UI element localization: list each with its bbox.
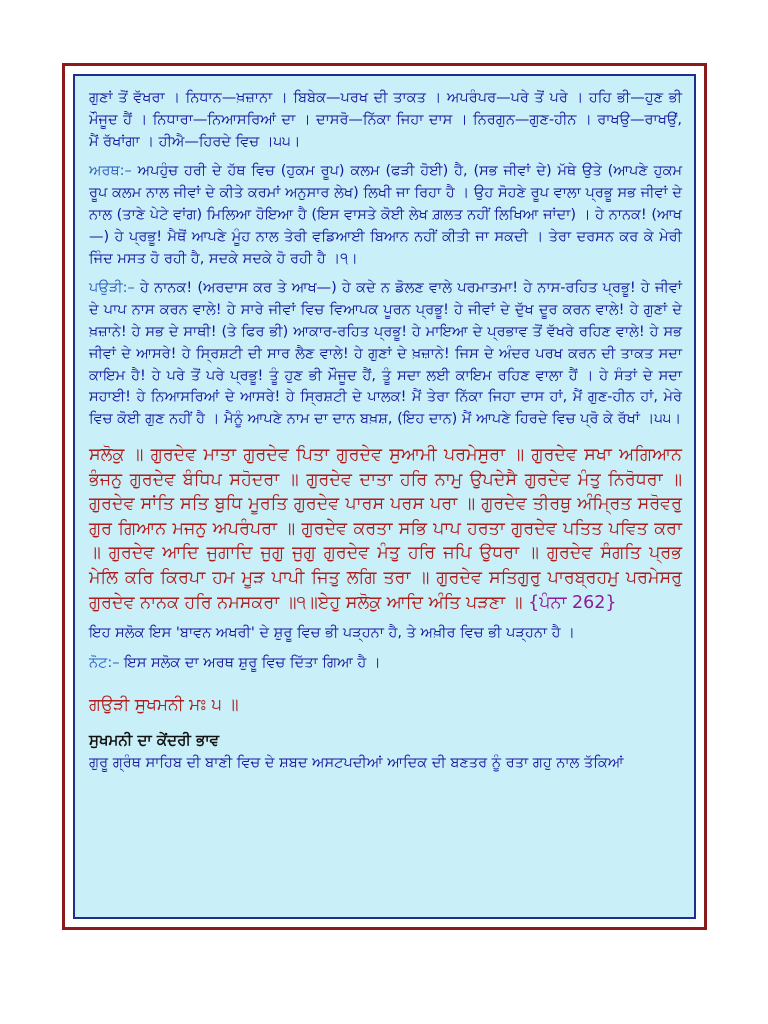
content-panel [73, 74, 696, 919]
slok-paragraph [89, 443, 682, 615]
meaning-label: ਅਰਥ:– [89, 163, 132, 180]
reading-note: ਇਹ ਸਲੋਕ ਇਸ 'ਬਾਵਨ ਅਖਰੀ' ਦੇ ਸ਼ੁਰੂ ਵਿਚ ਭੀ ਪੜ੍ਹਨਾ ਹੈ, ਤੇ ਅਖ਼ੀਰ ਵਿਚ ਭੀ ਪੜ੍ਹਨਾ ਹੈ । [89, 625, 575, 642]
intro-paragraph: ਗੁਰੂ ਗ੍ਰੰਥ ਸਾਹਿਬ ਦੀ ਬਾਣੀ ਵਿਚ ਦੇ ਸ਼ਬਦ ਅਸਟਪਦੀਆਂ ਆਦਿਕ ਦੀ ਬਣਤਰ ਨੂੰ ਰਤਾ ਗਹੁ ਨਾਲ ਤੱਕਿਆਂ [89, 754, 624, 771]
meaning-note [89, 653, 682, 675]
note-text: ਇਸ ਸਲੋਕ ਦਾ ਅਰਥ ਸ਼ੁਰੂ ਵਿਚ ਦਿੱਤਾ ਗਿਆ ਹੈ । [119, 654, 381, 671]
subheading: ਸੁਖਮਨੀ ਦਾ ਕੇਂਦਰੀ ਭਾਵ [89, 730, 219, 749]
slok-text: ਸਲੋਕੁ ॥ ਗੁਰਦੇਵ ਮਾਤਾ ਗੁਰਦੇਵ ਪਿਤਾ ਗੁਰਦੇਵ ਸੁਆਮੀ ਪਰਮੇਸੁਰਾ ॥ ਗੁਰਦੇਵ ਸਖਾ ਅਗਿਆਨ ਭੰਜਨੁ ਗੁਰਦੇਵ ਬੰਧਿਪ ਸਹੋਦਰਾ ॥ ਗੁਰਦੇਵ ਦਾਤਾ ਹਰਿ ਨਾਮੁ ਉਪਦੇਸੈ ਗੁਰਦੇਵ ਮੰਤੁ ਨਿਰੋਧਰਾ ॥ ਗੁਰਦੇਵ ਸਾਂਤਿ ਸਤਿ ਬੁਧਿ ਮੂਰਤਿ ਗੁਰਦੇਵ ਪਾਰਸ ਪਰਸ ਪਰਾ ॥ ਗੁਰਦੇਵ ਤੀਰਥੁ ਅੰਮ੍ਰਿਤ ਸਰੋਵਰੁ ਗੁਰ ਗਿਆਨ ਮਜਨੁ ਅਪਰੰਪਰਾ ॥ ਗੁਰਦੇਵ ਕਰਤਾ ਸਭਿ ਪਾਪ ਹਰਤਾ ਗੁਰਦੇਵ ਪਤਿਤ ਪਵਿਤ ਕਰਾ ॥ ਗੁਰਦੇਵ ਆਦਿ ਜੁਗਾਦਿ ਜੁਗੁ ਜੁਗੁ ਗੁਰਦੇਵ ਮੰਤੁ ਹਰਿ ਜਪਿ ਉਧਰਾ ॥ ਗੁਰਦੇਵ ਸੰਗਤਿ ਪ੍ਰਭ ਮੇਲਿ ਕਰਿ ਕਿਰਪਾ ਹਮ ਮੂੜ ਪਾਪੀ ਜਿਤੁ ਲਗਿ ਤਰਾ ॥ ਗੁਰਦੇਵ ਸਤਿਗੁਰੁ ਪਾਰਬ੍ਰਹਮੁ ਪਰਮੇਸਰੁ ਗੁਰਦੇਵ ਨਾਨਕ ਹਰਿ ਨਮਸਕਰਾ ॥੧॥ਏਹੁ ਸਲੋਕੁ ਆਦਿ ਅੰਤਿ ਪੜਣਾ ॥ [89, 444, 682, 613]
page-frame [62, 63, 707, 930]
glossary-paragraph: ਗੁਣਾਂ ਤੋਂ ਵੱਖਰਾ । ਨਿਧਾਨ—ਖ਼ਜ਼ਾਨਾ । ਬਿਬੇਕ—ਪਰਖ ਦੀ ਤਾਕਤ । ਅਪਰੰਪਰ—ਪਰੇ ਤੋਂ ਪਰੇ । ਹਹਿ ਭੀ—ਹੁਣ ਭੀ ਮੌਜੂਦ ਹੈਂ । ਨਿਧਾਰਾ—ਨਿਆਸਰਿਆਂ ਦਾ । ਦਾਸਰੋ—ਨਿੱਕਾ ਜਿਹਾ ਦਾਸ । ਨਿਰਗੁਨ—ਗੁਣ-ਹੀਨ । ਰਾਖਉ—ਰਾਖਉਂ, ਮੈਂ ਰੱਖਾਂਗਾ । ਹੀਐ—ਹਿਰਦੇ ਵਿਚ ।੫੫। [89, 90, 682, 150]
pauri-label: ਪਉੜੀ:– [89, 280, 135, 297]
page-reference: {ਪੰਨਾ 262} [528, 592, 617, 613]
meaning-paragraph [89, 161, 682, 270]
meaning-text: ਅਪਹੁੰਚ ਹਰੀ ਦੇ ਹੱਥ ਵਿਚ (ਹੁਕਮ ਰੂਪ) ਕਲਮ (ਫੜੀ ਹੋਈ) ਹੈ, (ਸਭ ਜੀਵਾਂ ਦੇ) ਮੱਥੇ ਉਤੇ (ਆਪਣੇ ਹੁਕਮ ਰੂਪ ਕਲਮ ਨਾਲ ਜੀਵਾਂ ਦੇ ਕੀਤੇ ਕਰਮਾਂ ਅਨੁਸਾਰ ਲੇਖ) ਲਿਖੀ ਜਾ ਰਿਹਾ ਹੈ । ਉਹ ਸੋਹਣੇ ਰੂਪ ਵਾਲਾ ਪ੍ਰਭੂ ਸਭ ਜੀਵਾਂ ਦੇ ਨਾਲ (ਤਾਣੇ ਪੇਟੇ ਵਾਂਗ) ਮਿਲਿਆ ਹੋਇਆ ਹੈ (ਇਸ ਵਾਸਤੇ ਕੋਈ ਲੇਖ ਗ਼ਲਤ ਨਹੀਂ ਲਿਖਿਆ ਜਾਂਦਾ) । ਹੇ ਨਾਨਕ! (ਆਖ—) ਹੇ ਪ੍ਰਭੂ! ਮੈਥੋਂ ਆਪਣੇ ਮੂੰਹ ਨਾਲ ਤੇਰੀ ਵਡਿਆਈ ਬਿਆਨ ਨਹੀਂ ਕੀਤੀ ਜਾ ਸਕਦੀ । ਤੇਰਾ ਦਰਸਨ ਕਰ ਕੇ ਮੇਰੀ ਜਿੰਦ ਮਸਤ ਹੋ ਰਹੀ ਹੈ, ਸਦਕੇ ਸਦਕੇ ਹੋ ਰਹੀ ਹੈ ।੧। [89, 163, 682, 267]
section-title: ਗਉੜੀ ਸੁਖਮਨੀ ਮਃ ੫ ॥ [89, 694, 239, 715]
note-label: ਨੋਟ:– [89, 654, 120, 671]
pauri-text: ਹੇ ਨਾਨਕ! (ਅਰਦਾਸ ਕਰ ਤੇ ਆਖ—) ਹੇ ਕਦੇ ਨ ਡੋਲਣ ਵਾਲੇ ਪਰਮਾਤਮਾ! ਹੇ ਨਾਸ-ਰਹਿਤ ਪ੍ਰਭੂ! ਹੇ ਜੀਵਾਂ ਦੇ ਪਾਪ ਨਾਸ ਕਰਨ ਵਾਲੇ! ਹੇ ਸਾਰੇ ਜੀਵਾਂ ਵਿਚ ਵਿਆਪਕ ਪੂਰਨ ਪ੍ਰਭੂ! ਹੇ ਜੀਵਾਂ ਦੇ ਦੁੱਖ ਦੂਰ ਕਰਨ ਵਾਲੇ! ਹੇ ਗੁਣਾਂ ਦੇ ਖ਼ਜ਼ਾਨੇ! ਹੇ ਸਭ ਦੇ ਸਾਥੀ! (ਤੇ ਫਿਰ ਭੀ) ਆਕਾਰ-ਰਹਿਤ ਪ੍ਰਭੂ! ਹੇ ਮਾਇਆ ਦੇ ਪ੍ਰਭਾਵ ਤੋਂ ਵੱਖਰੇ ਰਹਿਣ ਵਾਲੇ! ਹੇ ਸਭ ਜੀਵਾਂ ਦੇ ਆਸਰੇ! ਹੇ ਸ੍ਰਿਸ਼ਟੀ ਦੀ ਸਾਰ ਲੈਣ ਵਾਲੇ! ਹੇ ਗੁਣਾਂ ਦੇ ਖ਼ਜ਼ਾਨੇ! ਜਿਸ ਦੇ ਅੰਦਰ ਪਰਖ ਕਰਨ ਦੀ ਤਾਕਤ ਸਦਾ ਕਾਇਮ ਹੈ! ਹੇ ਪਰੇ ਤੋਂ ਪਰੇ ਪ੍ਰਭੂ! ਤੂੰ ਹੁਣ ਭੀ ਮੌਜੂਦ ਹੈਂ, ਤੂੰ ਸਦਾ ਲਈ ਕਾਇਮ ਰਹਿਣ ਵਾਲਾ ਹੈਂ । ਹੇ ਸੰਤਾਂ ਦੇ ਸਦਾ ਸਹਾਈ! ਹੇ ਨਿਆਸਰਿਆਂ ਦੇ ਆਸਰੇ! ਹੇ ਸ੍ਰਿਸ਼ਟੀ ਦੇ ਪਾਲਕ! ਮੈਂ ਤੇਰਾ ਨਿੱਕਾ ਜਿਹਾ ਦਾਸ ਹਾਂ, ਮੈਂ ਗੁਣ-ਹੀਨ ਹਾਂ, ਮੇਰੇ ਵਿਚ ਕੋਈ ਗੁਣ ਨਹੀਂ ਹੈ । ਮੈਨੂੰ ਆਪਣੇ ਨਾਮ ਦਾ ਦਾਨ ਬਖ਼ਸ਼, (ਇਹ ਦਾਨ) ਮੈਂ ਆਪਣੇ ਹਿਰਦੇ ਵਿਚ ਪ੍ਰੋ ਕੇ ਰੱਖਾਂ ।੫੫। [89, 280, 682, 428]
pauri-paragraph [89, 278, 682, 431]
